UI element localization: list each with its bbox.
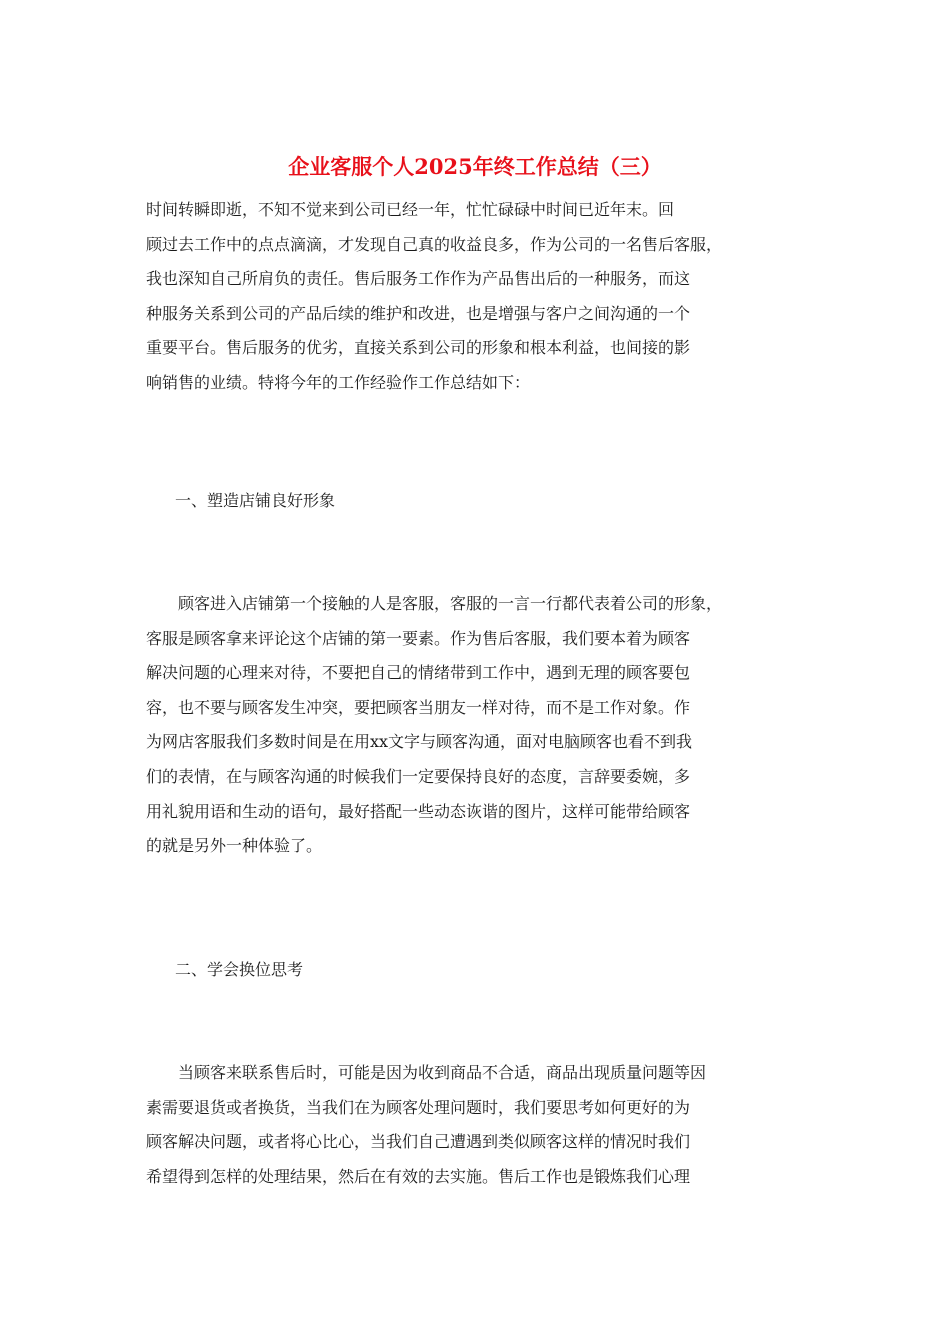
section-heading-1: 一、塑造店铺良好形象 [175,491,336,510]
section-2-paragraph: 当顾客来联系售后时，可能是因为收到商品不合适，商品出现质量问题等因 素需要退货或者换货，当我们在为顾客处理问题时，我们要思考如何更好的为 顾客解决问题，或者将心比心，当我们自己遭遇到类似顾客这样的情况时我们 希望得到怎样的处理结果，然后在有效的去实施。售后工作也是锻炼我们心理 [146,1063,707,1186]
section-heading-2: 二、学会换位思考 [175,960,304,979]
document-title: 企业客服个人2025年终工作总结（三） [288,154,662,179]
intro-paragraph: 时间转瞬即逝，不知不觉来到公司已经一年，忙忙碌碌中时间已近年末。回 顾过去工作中的点点滴滴，才发现自己真的收益良多，作为公司的一名售后客服， 我也深知自己所肩负的责任。售后服务工作作为产品售出后的一种服务，而这 种服务关系到公司的产品后续的维护和改进，也是增强与客户之间沟通的一个 重要平台。售后服务的优劣，直接关系到公司的形象和根本利益，也间接的影 响销售的业绩。特将今年的工作经验作工作总结如下： [146,200,723,392]
section-1-paragraph: 顾客进入店铺第一个接触的人是客服，客服的一言一行都代表着公司的形象， 客服是顾客拿来评论这个店铺的第一要素。作为售后客服，我们要本着为顾客 解决问题的心理来对待，不要把自己的情绪带到工作中，遇到无理的顾客要包 容，也不要与顾客发生冲突，要把顾客当朋友一样对待，而不是工作对象。作 为网店客服我们多数时间是在用xx文字与顾客沟通，面对电脑顾客也看不到我 们的表情，在与顾客沟通的时候我们一定要保持良好的态度，言辞要委婉，多 用礼貌用语和生动的语句，最好搭配一些动态诙谐的图片，这样可能带给顾客 的就是另外一种体验了。 [146,594,723,856]
